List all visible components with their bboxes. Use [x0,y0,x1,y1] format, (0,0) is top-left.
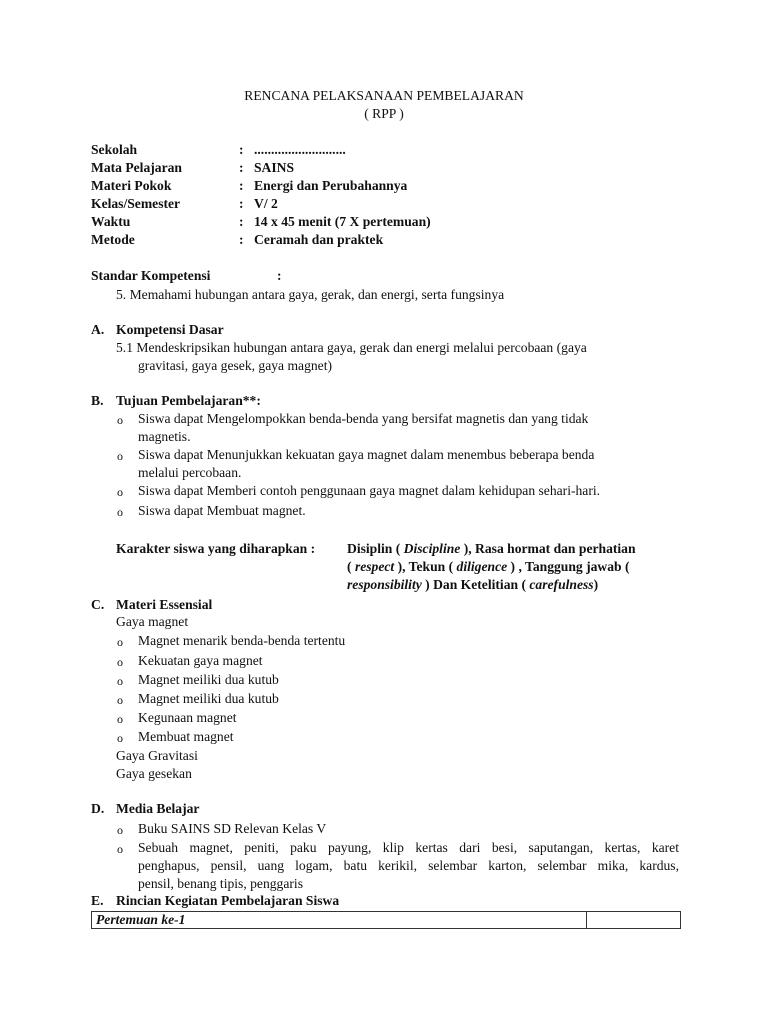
karakter-term: carefulness [529,577,594,592]
tujuan-item: Siswa dapat Memberi contoh penggunaan gaya magnet dalam kehidupan sehari-hari. [138,483,601,498]
karakter-term: diligence [456,559,508,574]
kompetensi-dasar-line: gravitasi, gaya gesek, gaya magnet) [138,358,333,373]
bullet-o: o [117,635,123,649]
karakter-term: respect [354,559,395,574]
materi-subheading: Gaya gesekan [116,766,192,781]
table-cell-pertemuan: Pertemuan ke-1 [92,912,587,929]
standar-kompetensi-colon: : [277,268,282,283]
bullet-o: o [117,693,123,707]
section-letter-d: D. [91,801,105,816]
section-letter-c: C. [91,597,105,612]
media-heading: Media Belajar [116,801,200,816]
rincian-heading: Rincian Kegiatan Pembelajaran Siswa [116,893,340,908]
section-letter-b: B. [91,393,104,408]
bullet-o: o [117,413,123,427]
document-title: RENCANA PELAKSANAAN PEMBELAJARAN [244,88,524,103]
bullet-o: o [117,712,123,726]
media-item: Buku SAINS SD Relevan Kelas V [138,821,327,836]
karakter-text: ), Tekun ( [394,559,457,574]
identity-colon: : [239,178,244,193]
materi-item: Kekuatan gaya magnet [138,653,263,668]
karakter-text: ) [593,577,599,592]
identity-label-mata-pelajaran: Mata Pelajaran [91,160,182,175]
materi-item: Magnet meiliki dua kutub [138,691,279,706]
bullet-o: o [117,449,123,463]
materi-subheading: Gaya Gravitasi [116,748,198,763]
identity-colon: : [239,196,244,211]
identity-value-mata-pelajaran: SAINS [254,160,295,175]
karakter-text: Disiplin ( [347,541,404,556]
section-letter-a: A. [91,322,105,337]
karakter-text: ), Rasa hormat dan perhatian [460,541,636,556]
tujuan-item: Siswa dapat Menunjukkan kekuatan gaya magnet dalam menembus beberapa benda [138,447,595,462]
identity-value-waktu: 14 x 45 menit (7 X pertemuan) [254,214,431,229]
identity-label-kelas-semester: Kelas/Semester [91,196,181,211]
tujuan-item: Siswa dapat Membuat magnet. [138,503,306,518]
standar-kompetensi-heading: Standar Kompetensi [91,268,211,283]
identity-label-sekolah: Sekolah [91,142,138,157]
materi-heading: Materi Essensial [116,597,213,612]
karakter-line [347,576,598,594]
materi-item: Membuat magnet [138,729,234,744]
karakter-term: responsibility [347,577,422,592]
materi-subheading: Gaya magnet [116,614,189,629]
kompetensi-dasar-heading: Kompetensi Dasar [116,322,224,337]
document-subtitle: ( RPP ) [364,106,404,121]
identity-value-sekolah: ........................... [254,142,346,157]
identity-colon: : [239,214,244,229]
karakter-term: Discipline [403,541,461,556]
identity-colon: : [239,160,244,175]
table-row [92,912,681,929]
tujuan-item-continued: melalui percobaan. [138,465,242,480]
materi-item: Magnet meiliki dua kutub [138,672,279,687]
karakter-line [347,558,630,576]
identity-colon: : [239,232,244,247]
karakter-heading: Karakter siswa yang diharapkan : [116,541,316,556]
tujuan-item-continued: magnetis. [138,429,191,444]
media-item: Sebuah magnet, peniti, paku payung, klip kertas dari besi, saputangan, kertas, karet [138,840,679,855]
karakter-text: ) Dan Ketelitian ( [421,577,530,592]
karakter-text: ( [347,559,355,574]
rincian-table [91,911,681,929]
bullet-o: o [117,505,123,519]
standar-kompetensi-item: 5. Memahami hubungan antara gaya, gerak, dan energi, serta fungsinya [116,287,505,302]
bullet-o: o [117,485,123,499]
identity-label-metode: Metode [91,232,135,247]
media-item-continued: pensil, benang tipis, penggaris [138,876,303,891]
table-cell-empty [587,912,681,929]
identity-label-waktu: Waktu [91,214,131,229]
materi-item: Magnet menarik benda-benda tertentu [138,633,346,648]
materi-item: Kegunaan magnet [138,710,237,725]
identity-colon: : [239,142,244,157]
tujuan-heading: Tujuan Pembelajaran**: [116,393,261,408]
bullet-o: o [117,731,123,745]
tujuan-item: Siswa dapat Mengelompokkan benda-benda yang bersifat magnetis dan yang tidak [138,411,589,426]
bullet-o: o [117,842,123,856]
bullet-o: o [117,655,123,669]
kompetensi-dasar-line: 5.1 Mendeskripsikan hubungan antara gaya, gerak dan energi melalui percobaan (gaya [116,340,587,355]
identity-value-kelas-semester: V/ 2 [254,196,278,211]
karakter-text: ) , Tanggung jawab ( [507,559,630,574]
identity-value-materi-pokok: Energi dan Perubahannya [254,178,408,193]
bullet-o: o [117,674,123,688]
bullet-o: o [117,823,123,837]
identity-label-materi-pokok: Materi Pokok [91,178,172,193]
media-item-continued: penghapus, pensil, uang logam, batu kerikil, selembar karton, selembar mika, kardus, [138,858,679,873]
section-letter-e: E. [91,893,104,908]
identity-value-metode: Ceramah dan praktek [254,232,384,247]
karakter-line [347,540,636,558]
